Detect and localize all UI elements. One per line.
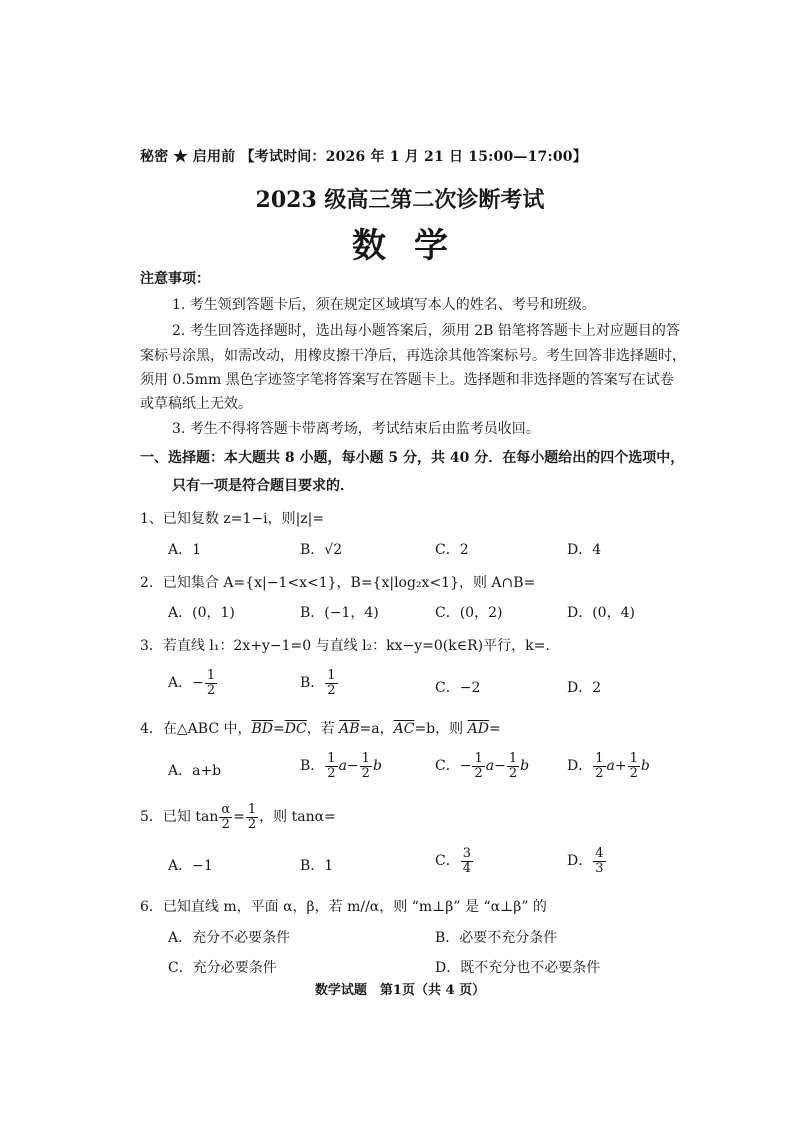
section-heading: 一、选择题：本大题共 8 小题，每小题 5 分，共 40 分．在每小题给出的四个选项中， xyxy=(140,450,685,466)
q4-option-d: D． $\frac{1}{2}$ a+ $\frac{1}{2}$ b xyxy=(567,751,650,781)
q1-option-c: C．2 xyxy=(435,542,469,558)
q3-option-b: B． $\frac{1}{2}$ xyxy=(300,668,336,698)
q1-option-b: B．√2 xyxy=(300,542,343,558)
notes-heading: 注意事项： xyxy=(140,271,210,287)
q4-option-b: B． $\frac{1}{2}$ a− $\frac{1}{2}$ b xyxy=(300,751,382,781)
question-5-stem: 5．已知 tan $\frac{\alpha}{2}$ = $\frac{1}{2}$ ，则 tanα= xyxy=(140,802,336,832)
q2-option-b: B．(−1，4) xyxy=(300,605,379,621)
question-1-stem: 1、已知复数 z=1−i，则|z|= xyxy=(140,511,325,527)
question-3-stem: 3．若直线 l₁：2x+y−1=0 与直线 l₂：kx−y=0(k∈R)平行，k=. xyxy=(140,638,550,654)
q3-option-c: C．−2 xyxy=(435,680,481,696)
exam-title: 2023 级高三第二次诊断考试 xyxy=(255,187,545,213)
page-footer: 数学试题 第1页（共 4 页） xyxy=(314,983,486,998)
subject-title: 数学 xyxy=(352,226,476,266)
section-heading-cont: 只有一项是符合题目要求的． xyxy=(172,478,354,494)
exam-header: 秘密 ★ 启用前 【考试时间：2026 年 1 月 21 日 15:00—17:00】 xyxy=(140,149,587,165)
q5-option-d: D． $\frac{4}{3}$ xyxy=(567,846,604,876)
note-line: 2. 考生回答选择题时，选出每小题答案后，须用 2B 铅笔将答题卡上对应题目的答 xyxy=(172,323,680,339)
q5-option-c: C． $\frac{3}{4}$ xyxy=(435,846,471,876)
q2-option-a: A．(0，1) xyxy=(168,605,235,621)
q6-option-a: A．充分不必要条件 xyxy=(168,930,291,946)
note-line: 或草稿纸上无效。 xyxy=(140,396,252,412)
q4-option-a: A．a+b xyxy=(168,763,222,779)
q3-option-a: A．− $\frac{1}{2}$ xyxy=(168,668,216,698)
q2-option-c: C．(0，2) xyxy=(435,605,503,621)
note-line: 1. 考生领到答题卡后，须在规定区域填写本人的姓名、考号和班级。 xyxy=(172,297,596,313)
q3-option-d: D．2 xyxy=(567,680,602,696)
question-2-stem: 2．已知集合 A={x|−1<x<1}，B={x|log₂x<1}，则 A∩B= xyxy=(140,575,536,591)
q2-option-d: D．(0，4) xyxy=(567,605,635,621)
note-line: 须用 0.5mm 黑色字迹签字笔将答案写在答题卡上。选择题和非选择题的答案写在试卷 xyxy=(140,372,674,388)
question-6-stem: 6．已知直线 m，平面 α，β，若 m//α，则 “m⊥β” 是 “α⊥β” 的 xyxy=(140,899,547,915)
q1-option-a: A．1 xyxy=(168,542,202,558)
note-line: 3. 考生不得将答题卡带离考场，考试结束后由监考员收回。 xyxy=(172,421,540,437)
q1-option-d: D．4 xyxy=(567,542,602,558)
q5-option-b: B．1 xyxy=(300,858,334,874)
q6-option-b: B．必要不充分条件 xyxy=(435,930,558,946)
question-4-stem: 4．在△ABC 中，$\overline{BD}=\overline{DC}$，若 $\overline{AB}=a$，$\overline{AC}=b$，则 $\overline{AD}=$ xyxy=(140,721,501,737)
note-line: 案标号涂黑，如需改动，用橡皮擦干净后，再选涂其他答案标号。考生回答非选择题时， xyxy=(140,348,686,364)
q5-option-a: A．−1 xyxy=(168,858,213,874)
q6-option-d: D．既不充分也不必要条件 xyxy=(435,960,601,976)
q6-option-c: C．充分必要条件 xyxy=(168,960,277,976)
q4-option-c: C．− $\frac{1}{2}$ a− $\frac{1}{2}$ b xyxy=(435,751,530,781)
